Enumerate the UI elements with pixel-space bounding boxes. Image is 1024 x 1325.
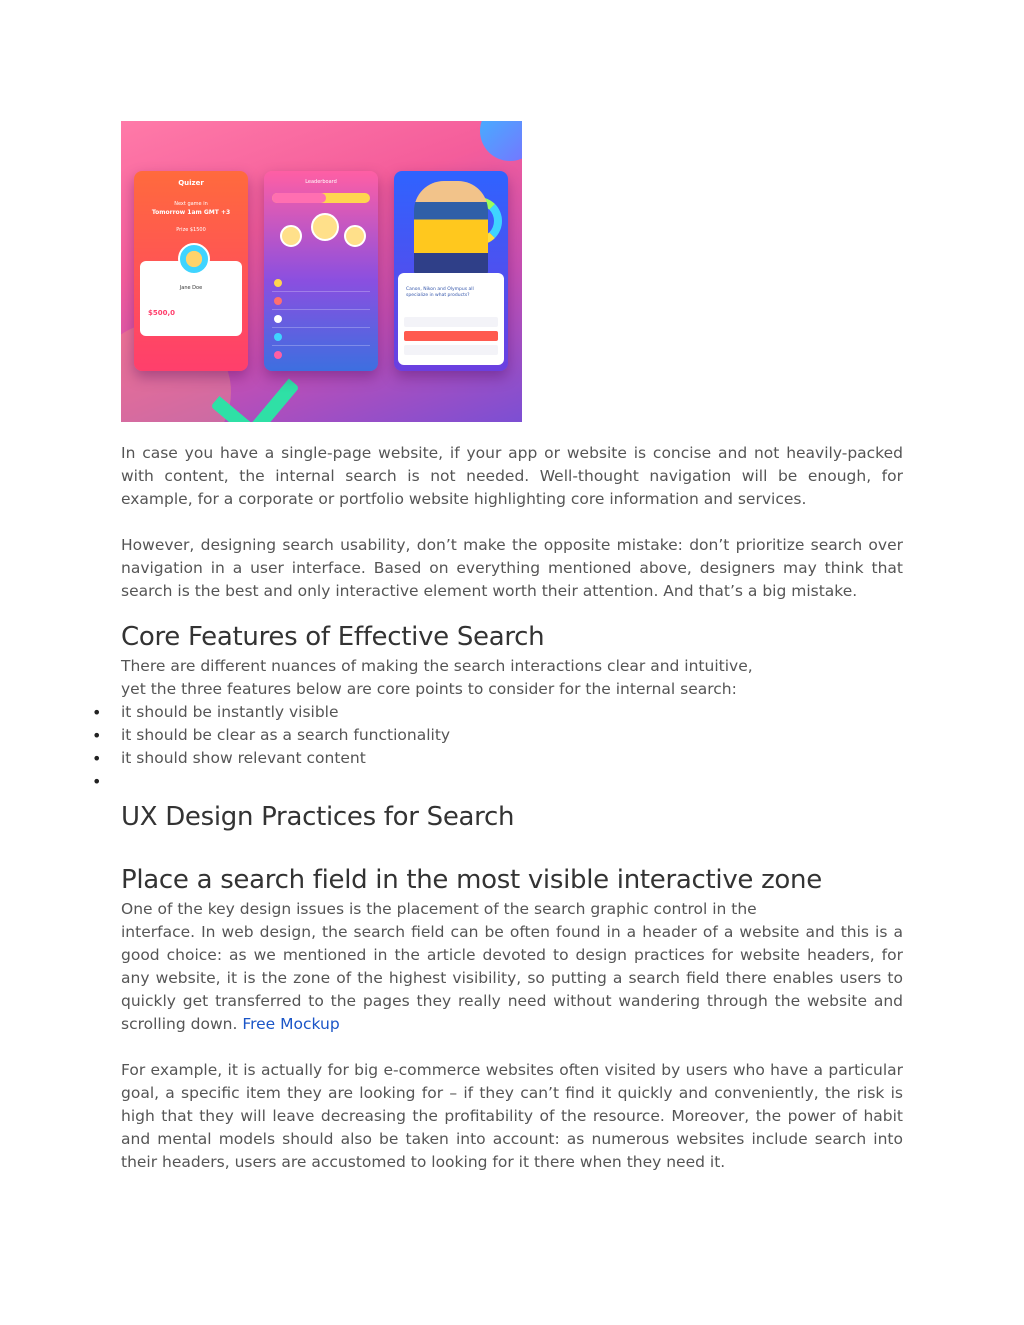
divider [272, 309, 370, 310]
list-item: • it should be clear as a search functionality [121, 724, 903, 747]
app-logo: Quizer [178, 179, 204, 187]
paragraph: However, designing search usability, don’t make the opposite mistake: don’t prioritize search over navigation in a user interface. Based on everything mentioned above, designers may think that search is the best and only interactive element worth their attention. And that’s a big mistake. [121, 536, 903, 600]
paragraph: For example, it is actually for big e-commerce websites often visited by users who have a particular goal, a specific item they are looking for – if they can’t find it quickly and conveniently, the risk is high that they will leave decreasing the profitability of the resource. Moreover, the power of habit and mental models should also be taken into account: as numerous websites include search into their headers, users are accustomed to looking for it there when they need it. [121, 1061, 903, 1171]
rank-dot [274, 351, 282, 359]
section-heading: UX Design Practices for Search [121, 802, 515, 832]
leaderboard-tabs [272, 193, 370, 203]
phone-mockup-home [134, 171, 248, 371]
rank-dot [274, 297, 282, 305]
section-heading: Core Features of Effective Search [121, 622, 545, 652]
divider [272, 345, 370, 346]
list-item: • it should show relevant content [121, 747, 903, 770]
avatar [178, 243, 210, 275]
answer-option-selected [404, 331, 498, 341]
paragraph-line: yet the three features below are core points to consider for the internal search: [121, 680, 737, 698]
phone-mockup-question [394, 171, 508, 371]
avatar [311, 213, 339, 241]
free-mockup-link[interactable]: Free Mockup [242, 1015, 340, 1033]
answer-option [404, 345, 498, 355]
feature-list [121, 701, 903, 793]
rank-dot [274, 315, 282, 323]
paragraph-text: interface. In web design, the search field can be often found in a header of a website and this is a good choice: as we mentioned in the article devoted to design practices for website headers, for any website, it is the zone of the highest visibility, so putting a search field there enables users to quickly get transferred to the pages they really need without wandering through the website and scrolling down. [121, 923, 903, 1033]
divider [272, 327, 370, 328]
decor-circle [480, 121, 522, 161]
paragraph-line: There are different nuances of making the search interactions clear and intuitive, [121, 657, 753, 675]
user-balance: $500,0 [148, 309, 176, 317]
question-text: Canon, Nikon and Olympus all specialize in what products? [406, 287, 474, 298]
prize-label: Prize $1500 [176, 227, 206, 233]
next-game-label: Next game in [174, 201, 208, 207]
list-item [121, 770, 903, 793]
hero-illustration [121, 121, 522, 422]
avatar [280, 225, 302, 247]
paragraph: In case you have a single-page website, if your app or website is concise and not heavily-packed with content, the internal search is not needed. Well-thought navigation will be enough, for example, for a corporate or portfolio website highlighting core information and services. [121, 444, 903, 508]
list-item: • it should be instantly visible [121, 701, 903, 724]
divider [272, 291, 370, 292]
paragraph [121, 921, 903, 1036]
article [121, 121, 903, 1174]
next-game-time: Tomorrow 1am GMT +3 [151, 209, 231, 216]
question-card [398, 273, 504, 365]
person-photo [414, 181, 488, 277]
avatar [344, 225, 366, 247]
section-heading: Place a search field in the most visible interactive zone [121, 865, 822, 895]
answer-option [404, 317, 498, 327]
user-name: Jane Doe [179, 285, 203, 291]
leaderboard-title: Leaderboard [305, 179, 337, 185]
rank-dot [274, 279, 282, 287]
paragraph-line: One of the key design issues is the placement of the search graphic control in the [121, 900, 757, 918]
rank-dot [274, 333, 282, 341]
phone-mockup-leaderboard [264, 171, 378, 371]
